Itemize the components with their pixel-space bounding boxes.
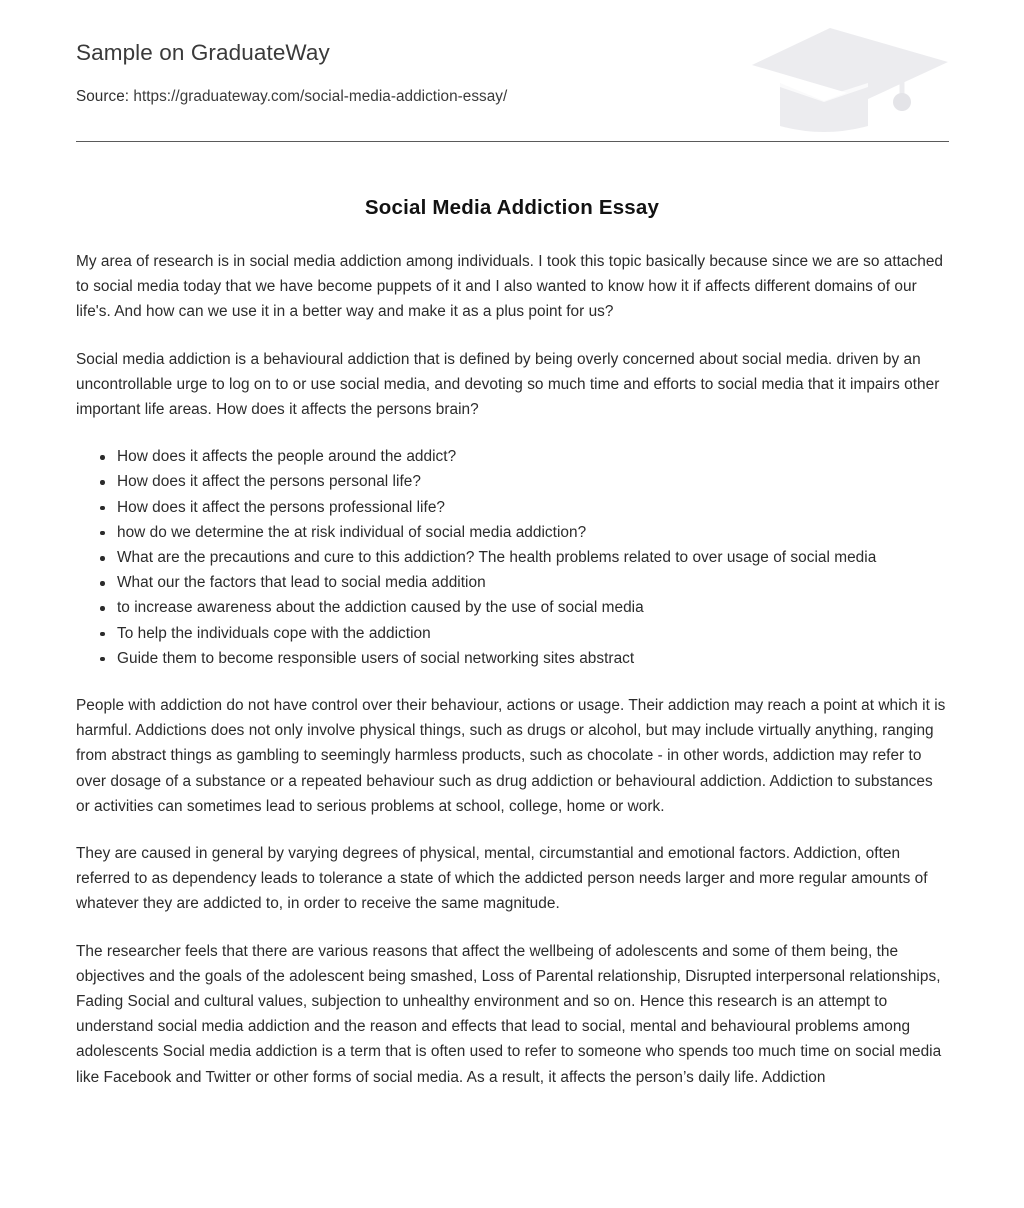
source-line <box>76 86 948 108</box>
list-item: How does it affects the people around the addict? <box>117 444 948 469</box>
header-divider <box>76 141 949 142</box>
list-item: to increase awareness about the addiction caused by the use of social media <box>117 595 948 620</box>
list-item: To help the individuals cope with the addiction <box>117 621 948 646</box>
list-item: Guide them to become responsible users of social networking sites abstract <box>117 646 948 671</box>
list-item: how do we determine the at risk individual of social media addiction? <box>117 520 948 545</box>
page-title: Social Media Addiction Essay <box>364 196 660 219</box>
paragraph-control: People with addiction do not have control over their behaviour, actions or usage. Their addiction may reach a point at which it is harmful. Addictions does not only involve physical things, such as drugs or alcohol, but may include virtually anything, ranging from abstract things as gambling to seemingly harmless products, such as chocolate - in other words, addiction may refer to over dosage of a substance or a repeated behaviour such as drug addiction or behavioural addiction. Addiction to substances or activities can sometimes lead to serious problems at school, college, home or work. <box>76 697 946 815</box>
document-header <box>76 0 948 108</box>
list-item: How does it affect the persons personal life? <box>117 469 948 494</box>
paragraph-causes: They are caused in general by varying degrees of physical, mental, circumstantial and emotional factors. Addiction, often referred to as dependency leads to tolerance a state of which the addicted person needs larger and more regular amounts of whatever they are addicted to, in order to receive the same magnitude. <box>76 845 928 913</box>
list-item: How does it affect the persons professional life? <box>117 495 948 520</box>
source-url: https://graduateway.com/social-media-addiction-essay/ <box>133 88 508 105</box>
list-item: What our the factors that lead to social media addition <box>117 570 948 595</box>
paragraph-intro: My area of research is in social media addiction among individuals. I took this topic basically because since we are so attached to social media today that we have become puppets of it and I also wanted to know how it if affects different domains of our life's. And how can we use it in a better way and make it as a plus point for us? <box>76 253 944 321</box>
list-item: What are the precautions and cure to this addiction? The health problems related to over usage of social media <box>117 545 948 570</box>
document-body <box>76 222 948 1090</box>
research-questions-list <box>76 444 948 671</box>
paragraph-researcher: The researcher feels that there are various reasons that affect the wellbeing of adolescents and some of them being, the objectives and the goals of the adolescent being smashed, Loss of Parental relationship, Disrupted interpersonal relationships, Fading Social and cultural values, subjection to unhealthy environment and so on. Hence this research is an attempt to understand social media addiction and the reason and effects that lead to social, mental and behavioural problems among adolescents Social media addiction is a term that is often used to refer to someone who spends too much time on social media like Facebook and Twitter or other forms of social media. As a result, it affects the person’s daily life. Addiction <box>76 942 942 1086</box>
site-name: Sample on GraduateWay <box>76 40 330 65</box>
source-label: Source: <box>76 88 130 105</box>
paragraph-definition: Social media addiction is a behavioural addiction that is defined by being overly concerned about social media. driven by an uncontrollable urge to log on to or use social media, and devoting so much time and efforts to social media that it impairs other important life areas. How does it affects the persons brain? <box>76 350 940 419</box>
